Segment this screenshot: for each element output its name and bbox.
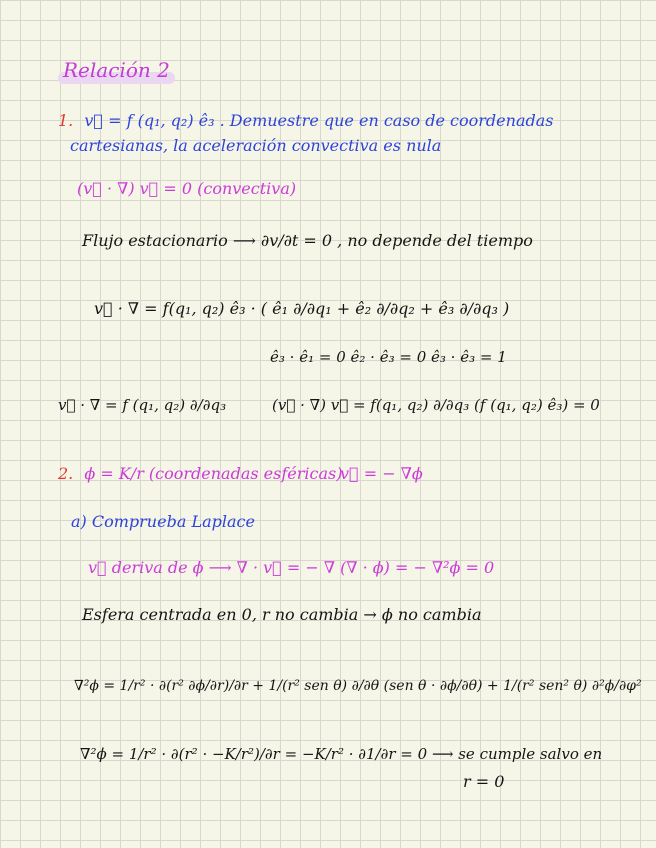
convective-condition: (v⃗ · ∇) v⃗ = 0 (convectiva) <box>77 179 297 198</box>
problem-1-statement-line1 <box>58 112 553 130</box>
sphere-note: Esfera centrada en 0, r no cambia → ϕ no cambia <box>82 605 482 624</box>
steady-flow-note: Flujo estacionario ⟶ ∂v/∂t = 0 , no depende del tiempo <box>82 231 533 250</box>
laplace-derivation: v⃗ deriva de ϕ ⟶ ∇ · v⃗ = − ∇ (∇ · ϕ) = − ∇²ϕ = 0 <box>88 558 495 577</box>
problem-1-number: 1. <box>58 111 74 130</box>
left-result: v⃗ · ∇ = f (q₁, q₂) ∂/∂q₃ <box>58 396 227 414</box>
problem-2-velocity: v⃗ = − ∇ϕ <box>340 464 423 483</box>
laplacian-formula: ∇²ϕ = 1/r² · ∂(r² ∂ϕ/∂r)/∂r + 1/(r² sen θ) ∂/∂θ (sen θ · ∂ϕ/∂θ) + 1/(r² sen² θ) ∂²ϕ/∂φ² <box>74 678 642 694</box>
unit-vector-products: ê₃ · ê₁ = 0 ê₂ · ê₃ = 0 ê₃ · ê₃ = 1 <box>270 348 507 366</box>
page-title: Relación 2 <box>63 58 170 82</box>
page-title-wrap <box>58 58 175 82</box>
problem-2-number: 2. <box>58 464 74 483</box>
problem-2-potential: ϕ = K/r (coordenadas esféricas) <box>84 464 343 483</box>
problem-1-text-line1: v⃗ = f (q₁, q₂) ê₃ . Demuestre que en caso de coordenadas <box>84 111 554 130</box>
problem-2-statement <box>58 465 342 483</box>
laplacian-result: ∇²ϕ = 1/r² · ∂(r² · −K/r²)/∂r = −K/r² · ∂1/∂r = 0 ⟶ se cumple salvo en <box>80 745 603 763</box>
right-result: (v⃗ · ∇) v⃗ = f(q₁, q₂) ∂/∂q₃ (f (q₁, q₂) ê₃) = 0 <box>272 396 600 414</box>
nabla-expansion: v⃗ · ∇ = f(q₁, q₂) ê₃ · ( ê₁ ∂/∂q₁ + ê₂ ∂/∂q₂ + ê₃ ∂/∂q₃ ) <box>94 299 510 318</box>
exception-note: r = 0 <box>463 772 505 791</box>
problem-1-statement-line2: cartesianas, la aceleración convectiva es nula <box>70 136 442 155</box>
part-a-heading: a) Comprueba Laplace <box>71 512 255 531</box>
